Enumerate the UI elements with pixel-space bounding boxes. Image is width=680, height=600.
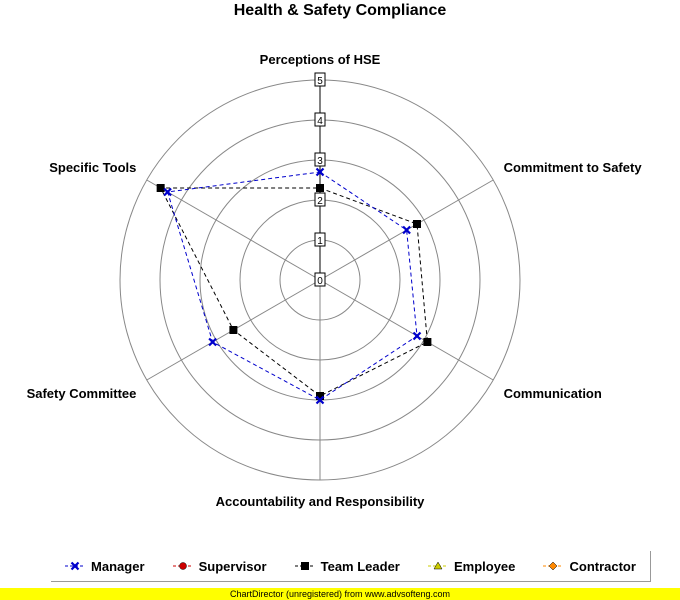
r-tick (315, 73, 325, 87)
axis-spoke (320, 280, 493, 380)
legend-item-manager (65, 559, 144, 574)
data-point-manager-dot (166, 190, 170, 194)
series-layer (157, 169, 432, 404)
axis-spoke (147, 180, 320, 280)
axis-label: Specific Tools (49, 160, 137, 175)
legend-swatch (173, 560, 193, 572)
legend-swatch (65, 560, 85, 572)
data-point-manager-dot (318, 170, 322, 174)
r-tick (315, 193, 325, 207)
data-point-manager (209, 339, 216, 346)
legend-marker-dot (73, 564, 77, 568)
r-tick-label: 4 (317, 116, 323, 127)
legend-item-employee (428, 559, 515, 574)
legend-item-contractor (543, 559, 635, 574)
legend-item-supervisor (173, 559, 267, 574)
data-point-team-leader (229, 326, 237, 334)
axis-label: Perceptions of HSE (259, 52, 381, 67)
r-tick (315, 273, 325, 287)
legend-label: Contractor (569, 558, 636, 574)
legend-label: Employee (453, 558, 516, 574)
legend-label: Manager (91, 558, 145, 574)
data-point-team-leader (423, 338, 431, 346)
data-point-team-leader (316, 184, 324, 192)
data-point-manager-dot (415, 334, 419, 338)
r-tick-label: 5 (317, 76, 323, 87)
legend-label: Team Leader (320, 558, 400, 574)
legend-label: Supervisor (198, 558, 267, 574)
legend-swatch (295, 560, 315, 572)
legend-item-team-leader (295, 559, 400, 574)
r-tick-label: 0 (317, 276, 323, 287)
axis-label: Safety Committee (26, 386, 137, 401)
r-tick-label: 2 (317, 196, 323, 207)
legend-marker (549, 562, 557, 570)
legend-marker (179, 563, 186, 570)
data-point-manager-dot (211, 340, 215, 344)
legend-marker (301, 562, 309, 570)
axis-label: Commitment to Safety (503, 160, 642, 175)
r-tick (315, 153, 325, 167)
data-point-manager-dot (405, 228, 409, 232)
r-tick (315, 233, 325, 247)
r-tick-label: 3 (317, 156, 323, 167)
r-tick-label: 1 (317, 236, 323, 247)
r-tick (315, 113, 325, 127)
axis-label: Accountability and Responsibility (215, 494, 425, 509)
axis-label: Communication (503, 386, 602, 401)
legend-swatch (543, 560, 563, 572)
legend (51, 551, 651, 582)
chart-title: Health & Safety Compliance (233, 2, 447, 19)
data-point-manager (164, 189, 171, 196)
data-point-team-leader (157, 184, 165, 192)
data-point-manager (413, 333, 420, 340)
data-point-manager-dot (318, 398, 322, 402)
footer-watermark: ChartDirector (unregistered) from www.advsofteng.com (0, 588, 680, 600)
legend-swatch (428, 560, 448, 572)
data-point-team-leader (413, 220, 421, 228)
